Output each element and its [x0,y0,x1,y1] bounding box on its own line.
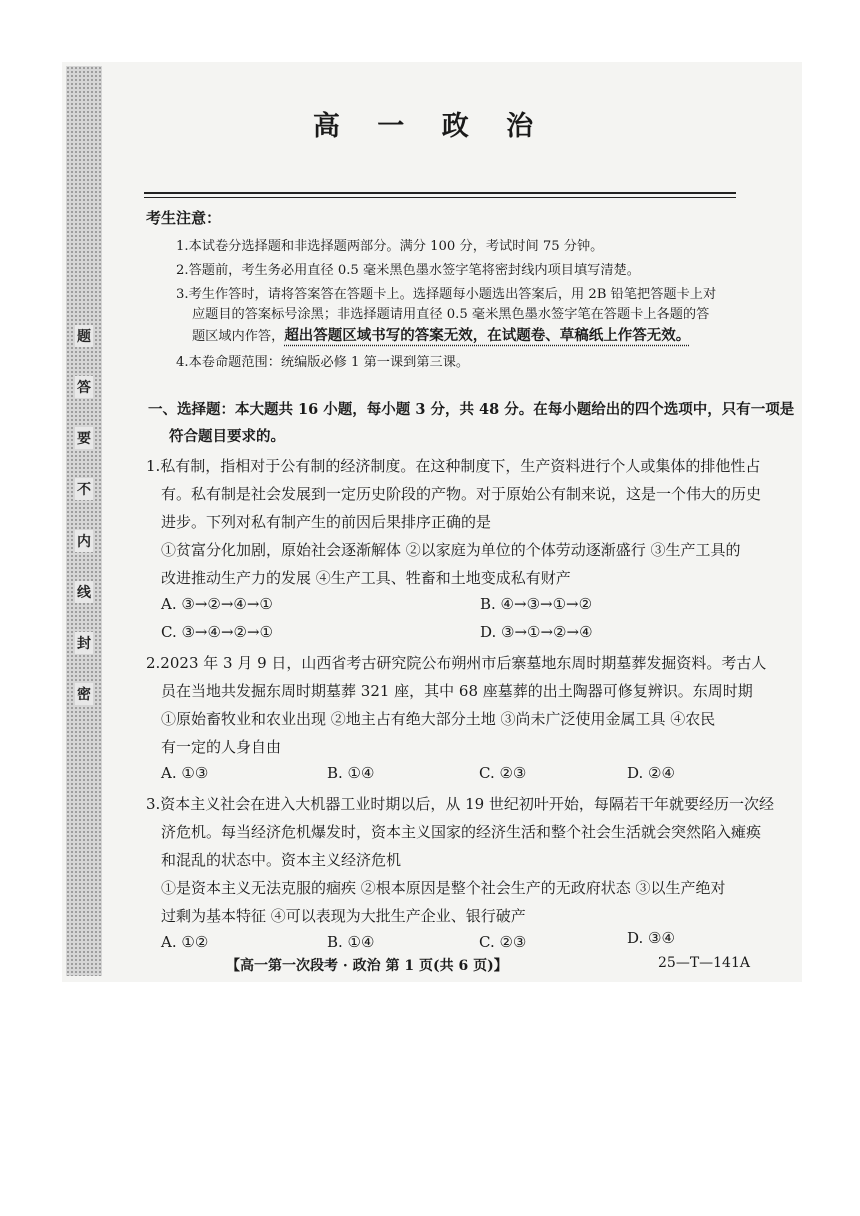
footer-code: 25—T—141A [658,955,750,971]
page-title: 高 一 政 治 [312,111,548,142]
q1-option-c: C. ③→④→②→① [161,623,273,641]
notice-tail-emphasis: 超出答题区域书写的答案无效，在试题卷、草稿纸上作答无效。 [284,327,691,344]
q1-statement: ①贫富分化加剧，原始社会逐渐解体 ②以家庭为单位的个体劳动逐渐盛行 ③生产工具的 [161,541,741,559]
q2-option-d: D. ②④ [627,764,675,782]
seal-char: 内 [75,530,93,552]
q1-stem: 有。私有制是社会发展到一定历史阶段的产物。对于原始公有制来说，这是一个伟大的历史 [161,485,762,503]
seal-char: 密 [75,683,93,705]
section-heading: 一、选择题：本大题共 16 小题，每小题 3 分，共 48 分。在每小题给出的四个选项中，只有一项是 [148,401,795,418]
notice-item: 3.考生作答时，请将答案答在答题卡上。选择题每小题选出答案后，用 2B 铅笔把答题卡上对 [176,287,717,302]
q3-option-c: C. ②③ [479,933,527,951]
seal-strip-label [70,325,98,705]
q2-option-c: C. ②③ [479,764,527,782]
q3-statement: ①是资本主义无法克服的痼疾 ②根本原因是整个社会生产的无政府状态 ③以生产绝对 [161,879,726,897]
q3-stem: 济危机。每当经济危机爆发时，资本主义国家的经济生活和整个社会生活就会突然陷入瘫痪 [161,823,762,841]
seal-char: 题 [75,325,93,347]
seal-char: 答 [75,376,93,398]
notice-item: 应题目的答案标号涂黑；非选择题请用直径 0.5 毫米黑色墨水签字笔在答题卡上各题的答 [192,307,710,322]
q1-statement: 改进推动生产力的发展 ④生产工具、牲畜和土地变成私有财产 [161,569,571,587]
q3-option-a: A. ①② [161,933,209,951]
q3-stem: 3.资本主义社会在进入大机器工业时期以后，从 19 世纪初叶开始，每隔若干年就要经历一次经 [146,795,774,813]
q3-option-d: D. ③④ [627,929,675,947]
title-rule-thin [144,197,736,198]
q2-stem: 员在当地共发掘东周时期墓葬 321 座，其中 68 座墓葬的出土陶器可修复辨识。东周时期 [161,682,753,700]
q2-option-b: B. ①④ [327,764,375,782]
notice-tail-plain: 题区域内作答， [192,329,285,344]
q2-statement: 有一定的人身自由 [161,738,282,756]
seal-char: 封 [75,632,93,654]
q3-option-b: B. ①④ [327,933,375,951]
q2-option-a: A. ①③ [161,764,209,782]
notice-heading: 考生注意： [146,209,222,227]
notice-item: 1.本试卷分选择题和非选择题两部分。满分 100 分，考试时间 75 分钟。 [176,239,604,254]
notice-item-tail [192,324,690,345]
q1-option-a: A. ③→②→④→① [161,595,273,613]
q3-statement: 过剩为基本特征 ④可以表现为大批生产企业、银行破产 [161,907,526,925]
q3-stem: 和混乱的状态中。资本主义经济危机 [161,851,402,869]
title-rule [144,192,736,194]
section-heading-cont: 符合题目要求的。 [169,428,285,445]
q2-statement: ①原始畜牧业和农业出现 ②地主占有绝大部分土地 ③尚未广泛使用金属工具 ④农民 [161,710,716,728]
notice-item: 2.答题前，考生务必用直径 0.5 毫米黑色墨水签字笔将密封线内项目填写清楚。 [176,263,640,278]
seal-char: 不 [75,478,93,500]
q1-option-d: D. ③→①→②→④ [480,623,593,641]
q1-stem: 1.私有制，指相对于公有制的经济制度。在这种制度下，生产资料进行个人或集体的排他性占 [146,457,761,475]
footer-page-info: 【高一第一次段考 · 政治 第 1 页(共 6 页)】 [226,958,508,974]
q1-option-b: B. ④→③→①→② [480,595,593,613]
notice-item: 4.本卷命题范围：统编版必修 1 第一课到第三课。 [176,355,470,370]
q2-stem: 2.2023 年 3 月 9 日，山西省考古研究院公布朔州市后寨墓地东周时期墓葬发掘资料。考古人 [146,654,767,672]
seal-char: 要 [75,427,93,449]
q1-stem: 进步。下列对私有制产生的前因后果排序正确的是 [161,513,492,531]
seal-char: 线 [75,581,93,603]
